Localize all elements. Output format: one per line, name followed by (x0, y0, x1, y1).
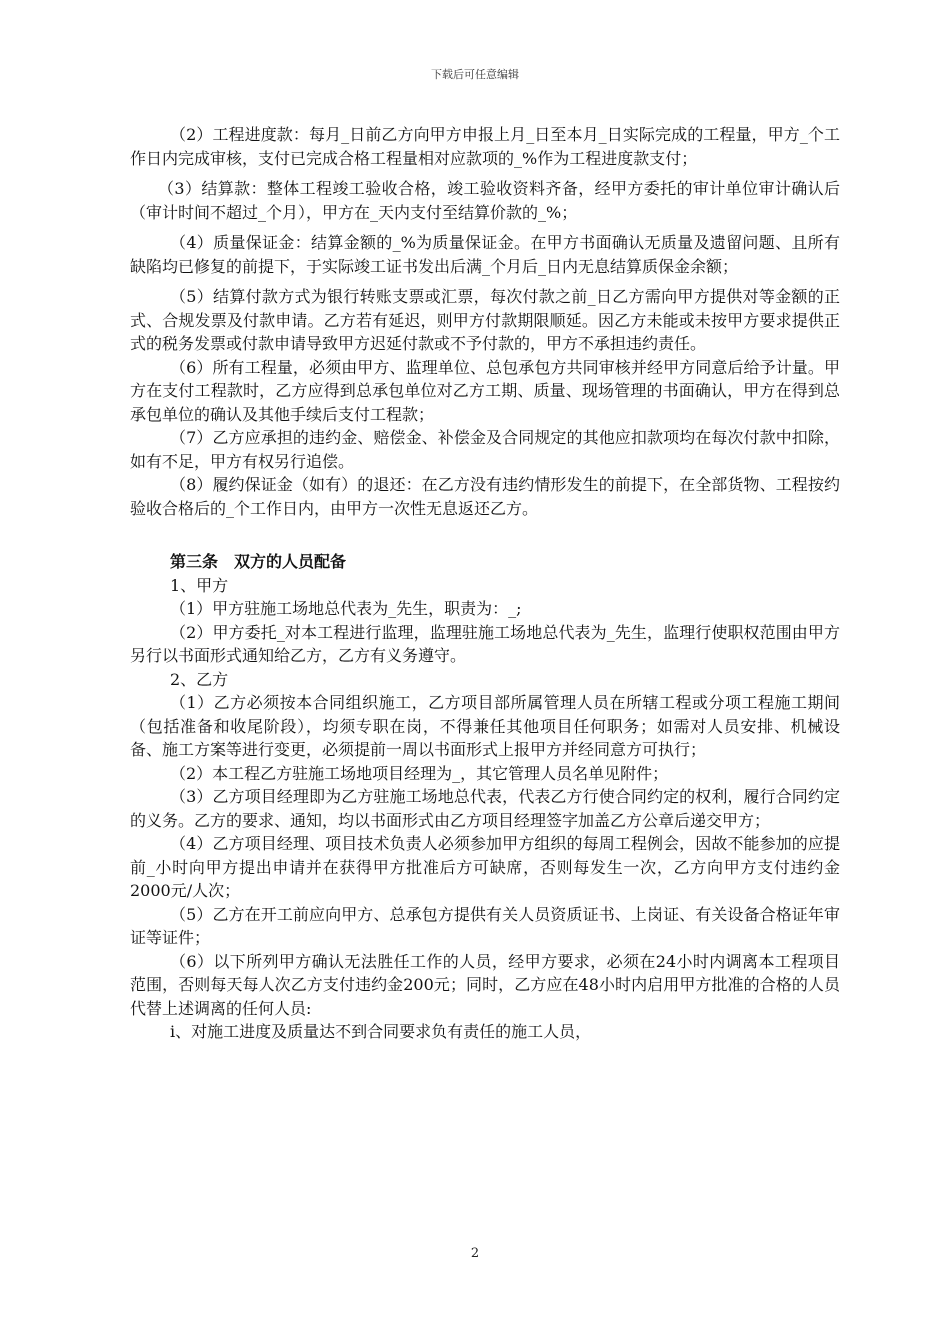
paragraph-settlement-payment: （3）结算款：整体工程竣工验收合格，竣工验收资料齐备，经甲方委托的审计单位审计确认后（审计时间不超过_个月），甲方在_天内支付至结算价款的_%； (130, 179, 840, 222)
paragraph-supervision: （2）甲方委托_对本工程进行监理，监理驻施工场地总代表为_先生，监理行使职权范围由甲方另行以书面形式通知给乙方，乙方有义务遵守。 (130, 622, 840, 665)
paragraph-weekly-meeting: （4）乙方项目经理、项目技术负责人必须参加甲方组织的每周工程例会，因故不能参加的应提前_小时向甲方提出申请并在获得甲方批准后方可缺席，否则每发生一次，乙方向甲方支付违约金2000元/人次； (130, 834, 840, 900)
paragraph-party-a-rep: （1）甲方驻施工场地总代表为_先生，职责为：_; (170, 599, 522, 618)
paragraph-certificates: （5）乙方在开工前应向甲方、总承包方提供有关人员资质证书、上岗证、有关设备合格证年审证等证件； (130, 904, 840, 947)
page-number: 2 (470, 1246, 480, 1261)
paragraph-quality-deposit: （4）质量保证金：结算金额的_%为质量保证金。在甲方书面确认无质量及遗留问题、且所有缺陷均已修复的前提下，于实际竣工证书发出后满_个月后_日内无息结算质保金余额； (130, 233, 840, 276)
paragraph-performance-bond: （8）履约保证金（如有）的退还：在乙方没有违约情形发生的前提下，在全部货物、工程按约验收合格后的_个工作日内，由甲方一次性无息返还乙方。 (130, 475, 840, 518)
paragraph-party-b-staff: （1）乙方必须按本合同组织施工，乙方项目部所属管理人员在所辖工程或分项工程施工期间（包括准备和收尾阶段），均须专职在岗，不得兼任其他项目任何职务；如需对人员安排、机械设备、施工方案等进行变更，必须提前一周以书面形式上报甲方并经同意方可执行； (130, 693, 840, 759)
page-header: 下载后可任意编辑 (431, 68, 519, 81)
paragraph-personnel-removal: （6）以下所列甲方确认无法胜任工作的人员，经甲方要求，必须在24小时内调离本工程项目范围，否则每天每人次乙方支付违约金200元；同时，乙方应在48小时内启用甲方批准的合格的人员代替上述调离的任何人员: (130, 951, 840, 1018)
subsection-party-a: 1、甲方 (170, 575, 229, 595)
paragraph-pm-representative: （3）乙方项目经理即为乙方驻施工场地总代表，代表乙方行使合同约定的权利，履行合同约定的义务。乙方的要求、通知，均以书面形式由乙方项目经理签字加盖乙方公章后递交甲方； (130, 787, 840, 830)
section-title: 第三条 双方的人员配备 (170, 552, 347, 571)
paragraph-quantity-review: （6）所有工程量，必须由甲方、监理单位、总包承包方共同审核并经甲方同意后给予计量。甲方在支付工程款时，乙方应得到总承包单位对乙方工期、质量、现场管理的书面确认，甲方在得到总承包单位的确认及其他手续后支付工程款； (130, 357, 840, 424)
subsection-party-b: 2、乙方 (170, 669, 229, 689)
paragraph-progress-payment: （2）工程进度款：每月_日前乙方向甲方申报上月_日至本月_日实际完成的工程量，甲方_个工作日内完成审核，支付已完成合格工程量相对应款项的_%作为工程进度款支付； (130, 125, 840, 168)
document-body (130, 123, 840, 1044)
paragraph-item-i: i、对施工进度及质量达不到合同要求负有责任的施工人员， (170, 1022, 592, 1041)
paragraph-project-manager: （2）本工程乙方驻施工场地项目经理为_，其它管理人员名单见附件； (170, 763, 669, 783)
paragraph-deductions: （7）乙方应承担的违约金、赔偿金、补偿金及合同规定的其他应扣款项均在每次付款中扣除，如有不足，甲方有权另行追偿。 (130, 428, 840, 471)
paragraph-payment-method: （5）结算付款方式为银行转账支票或汇票，每次付款之前_日乙方需向甲方提供对等金额的正式、合规发票及付款申请。乙方若有延迟，则甲方付款期限顺延。因乙方未能或未按甲方要求提供正式的税务发票或付款申请导致甲方迟延付款或不予付款的，甲方不承担违约责任。 (130, 287, 840, 353)
